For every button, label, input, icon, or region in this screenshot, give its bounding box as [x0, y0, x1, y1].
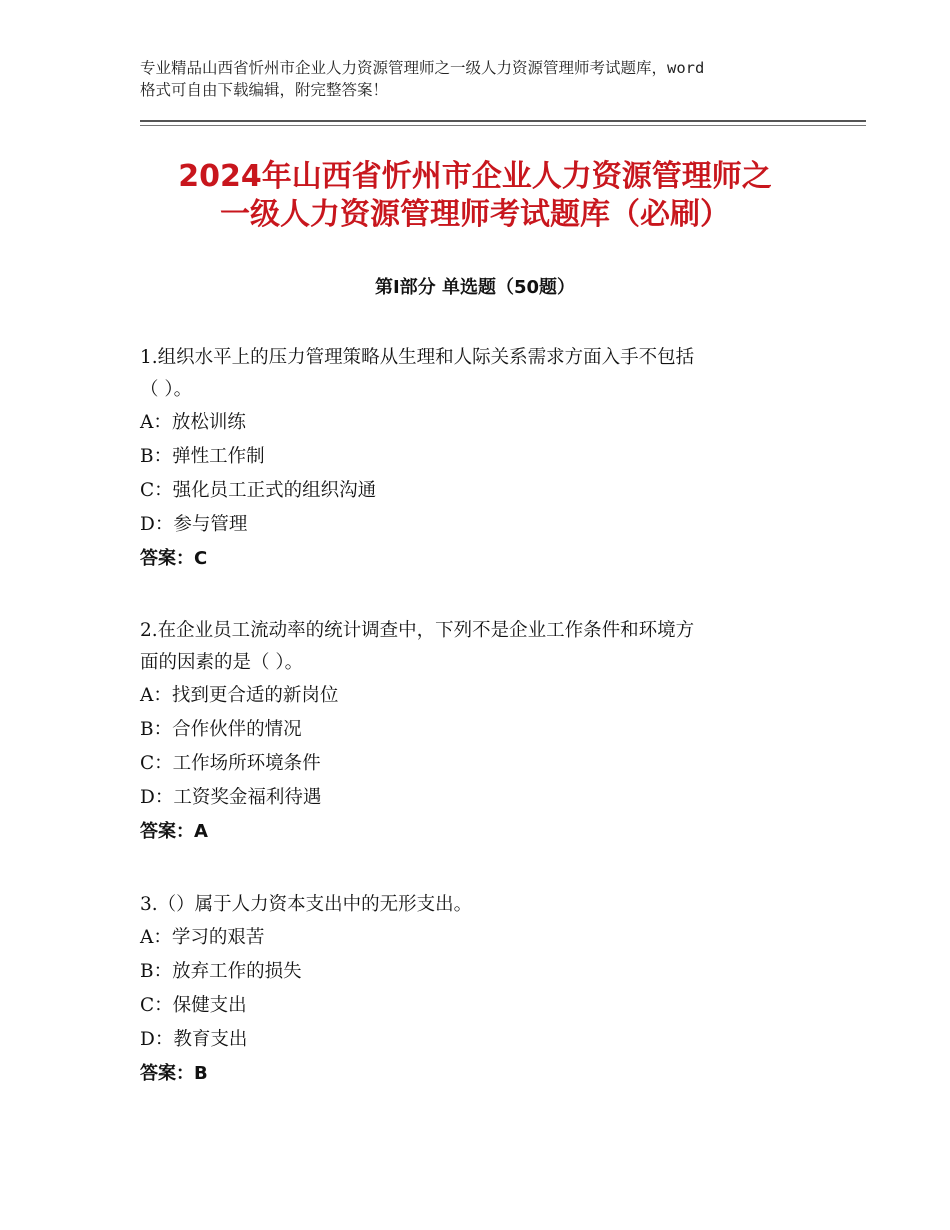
header-note-line-2: 格式可自由下载编辑，附完整答案！: [140, 81, 389, 99]
question-3: [140, 889, 840, 1091]
question-stem-line-1: 3.（）属于人力资本支出中的无形支出。: [140, 894, 473, 915]
option-d: D：参与管理: [140, 514, 248, 535]
question-1: [140, 342, 840, 576]
question-stem-line-1: 2.在企业员工流动率的统计调查中，下列不是企业工作条件和环境方: [140, 620, 695, 641]
option-b: B：放弃工作的损失: [140, 961, 302, 982]
answer: 答案：C: [140, 548, 208, 569]
question-stem-line-2: 面的因素的是（ ）。: [140, 652, 304, 673]
option-d: D：教育支出: [140, 1029, 248, 1050]
question-stem: [140, 342, 840, 406]
answer: 答案：A: [140, 821, 208, 842]
question-stem-line-2: （ ）。: [140, 379, 193, 400]
option-b: B：弹性工作制: [140, 446, 265, 467]
header-rule-thick: [140, 120, 866, 122]
header-note-line-1: 专业精品山西省忻州市企业人力资源管理师之一级人力资源管理师考试题库，word: [140, 59, 705, 77]
header-rule-thin: [140, 125, 866, 126]
question-stem: [140, 889, 840, 921]
option-c: C：保健支出: [140, 995, 247, 1016]
question-stem: [140, 615, 840, 679]
option-d: D：工资奖金福利待遇: [140, 787, 322, 808]
question-stem-line-1: 1.组织水平上的压力管理策略从生理和人际关系需求方面入手不包括: [140, 347, 695, 368]
document-title-line-2: 一级人力资源管理师考试题库（必刷）: [220, 197, 730, 232]
option-c: C：强化员工正式的组织沟通: [140, 480, 377, 501]
option-a: A：找到更合适的新岗位: [140, 685, 339, 706]
option-a: A：放松训练: [140, 412, 246, 433]
question-2: [140, 615, 840, 849]
document-title-line-1: 2024年山西省忻州市企业人力资源管理师之: [178, 159, 772, 194]
document-title: [100, 158, 850, 234]
option-c: C：工作场所环境条件: [140, 753, 321, 774]
option-a: A：学习的艰苦: [140, 927, 265, 948]
section-heading: 第Ⅰ部分 单选题（50题）: [374, 277, 575, 298]
answer: 答案：B: [140, 1063, 208, 1084]
option-b: B：合作伙伴的情况: [140, 719, 302, 740]
header-note: [140, 57, 840, 101]
